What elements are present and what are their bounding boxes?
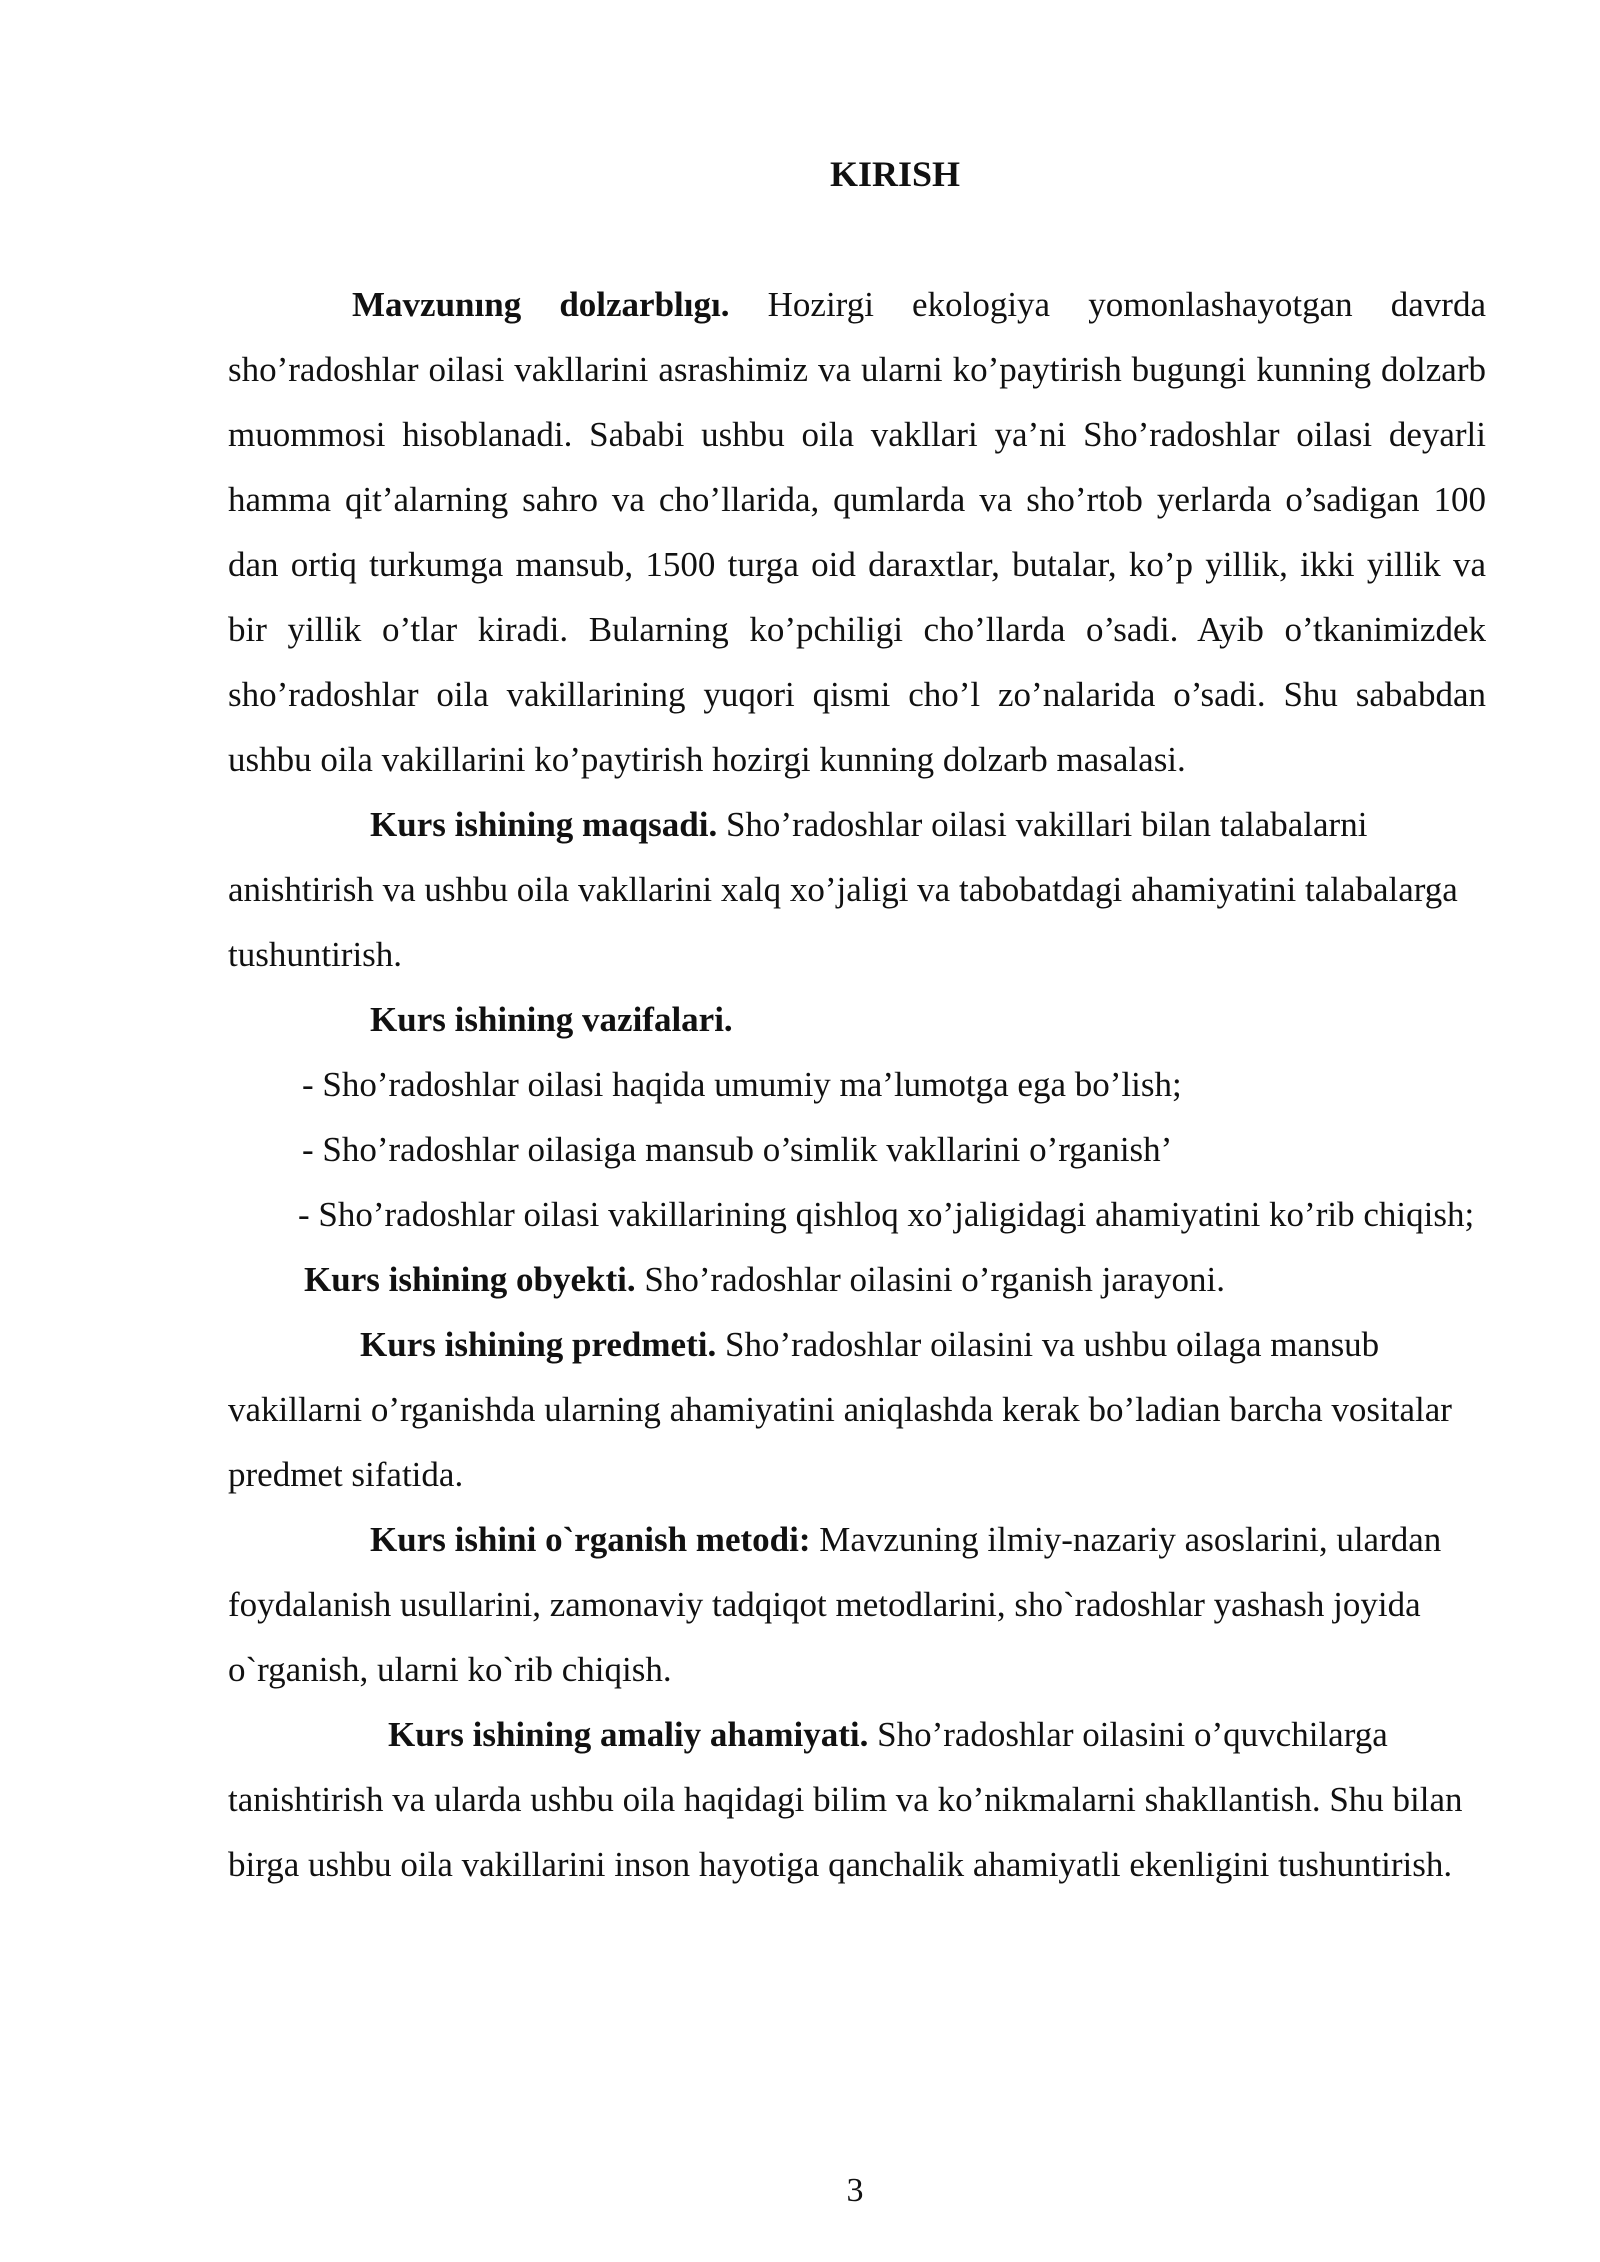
page-number: 3: [846, 2172, 864, 2209]
paragraph-heading: Mavzunıng dolzarblıgı.: [352, 285, 730, 324]
paragraph-text: Mavzuning ilmiy-nazariy asoslarini, ulardan foydalanish usullarini, zamonaviy tadqiqot metodlarini, sho`radoshlar yashash joyida o`rganish, ularni ko`rib chiqish.: [228, 1520, 1442, 1689]
paragraph-text: Sho’radoshlar oilasi vakillari bilan talabalarni anishtirish va ushbu oila vakllarini xalq xo’jaligi va tabobatdagi ahamiyatini talabalarga tushuntirish.: [228, 805, 1458, 974]
list-item: - Sho’radoshlar oilasi haqida umumiy ma’lumotga ega bo’lish;: [302, 1065, 1182, 1104]
paragraph-vazifalar-heading: [228, 987, 1486, 1052]
list-item: - Sho’radoshlar oilasiga mansub o’simlik vakllarini o’rganish’: [302, 1130, 1173, 1169]
paragraph-heading: Kurs ishining vazifalari.: [370, 1000, 733, 1039]
paragraph-heading: Kurs ishining amaliy ahamiyati.: [388, 1715, 869, 1754]
paragraph-heading: Kurs ishini o`rganish metodi:: [370, 1520, 811, 1559]
paragraph-heading: Kurs ishining maqsadi.: [370, 805, 718, 844]
paragraph-text: Hozirgi ekologiya yomonlashayotgan davrda sho’radoshlar oilasi vakllarini asrashimiz va ularni ko’paytirish bugungi kunning dolzarb muommosi hisoblanadi. Sababi ushbu oila vakllari ya’ni Sho’radoshlar oilasi deyarli hamma qit’alarning sahro va cho’llarida, qumlarda va sho’rtob yerlarda o’sadigan 100 dan ortiq turkumga mansub, 1500 turga oid daraxtlar, butalar, ko’p yillik, ikki yillik va bir yillik o’tlar kiradi. Bularning ko’pchiligi cho’llarda o’sadi. Ayib o’tkanimizdek sho’radoshlar oila vakillarining yuqori qismi cho’l zo’nalarida o’sadi. Shu sababdan ushbu oila vakillarini ko’paytirish hozirgi kunning dolzarb masalasi.: [228, 285, 1486, 779]
paragraph-obyekt: [228, 1247, 1486, 1312]
page-title: KIRISH: [829, 154, 961, 194]
paragraph-text: Sho’radoshlar oilasini va ushbu oilaga mansub vakillarni o’rganishda ularning ahamiyatini aniqlashda kerak bo’ladian barcha vositalar predmet sifatida.: [228, 1325, 1452, 1494]
paragraph-text: Sho’radoshlar oilasini o’quvchilarga tanishtirish va ularda ushbu oila haqidagi bilim va ko’nikmalarni shakllantish. Shu bilan birga ushbu oila vakillarini inson hayotiga qanchalik ahamiyatli ekenligini tushuntirish.: [228, 1715, 1463, 1884]
paragraph-predmet: [228, 1312, 1486, 1507]
list-item: - Sho’radoshlar oilasi vakillarining qishloq xo’jaligidagi ahamiyatini ko’rib chiqish;: [298, 1195, 1475, 1234]
paragraph-text: Sho’radoshlar oilasini o’rganish jarayoni.: [635, 1260, 1226, 1299]
paragraph-amaliy: [228, 1702, 1486, 1897]
paragraph-maqsad: [228, 792, 1486, 987]
paragraph-heading: Kurs ishining predmeti.: [360, 1325, 717, 1364]
paragraph-heading: Kurs ishining obyekti.: [304, 1260, 636, 1299]
body-text: [228, 272, 1486, 1897]
paragraph-metod: [228, 1507, 1486, 1702]
paragraph-dolzarblik: [228, 272, 1486, 792]
